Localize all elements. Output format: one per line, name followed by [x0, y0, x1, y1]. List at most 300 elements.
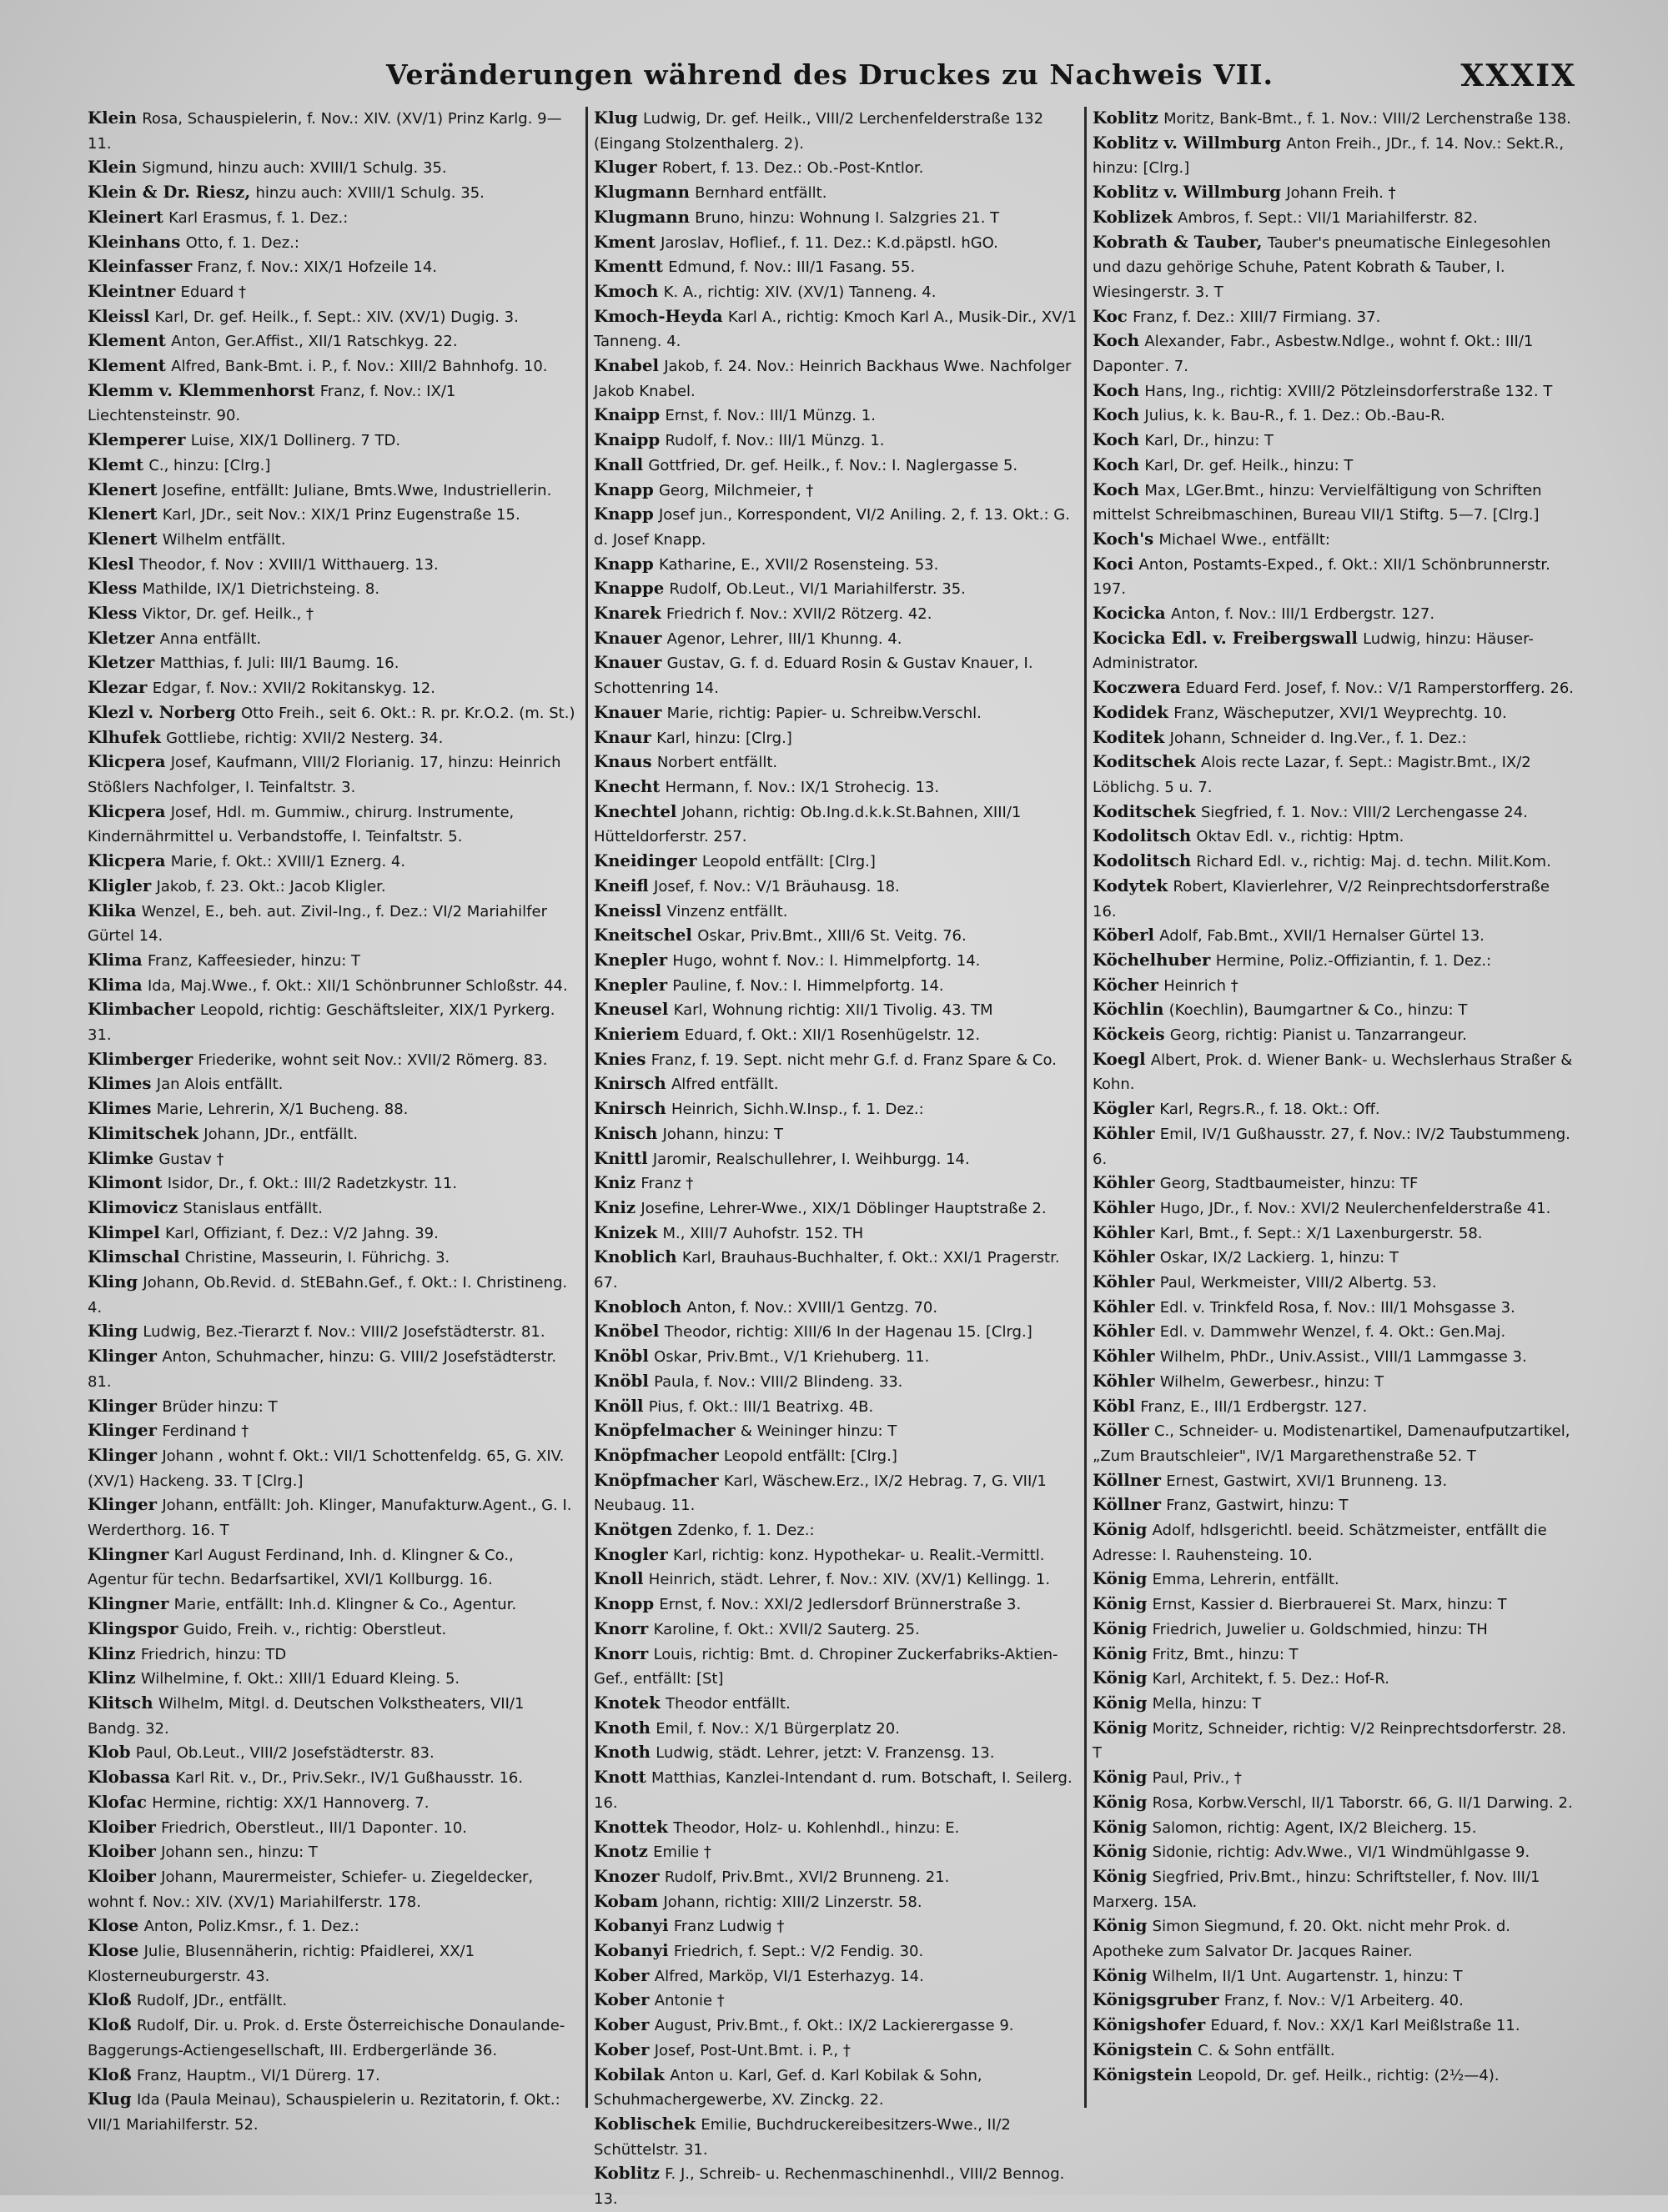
- entry-name: Kobanyi: [594, 1941, 669, 1961]
- entry-name: König: [1093, 1618, 1148, 1638]
- directory-entry: [88, 1147, 578, 1172]
- entry-text: Eduard, f. Nov.: XX/1 Karl Meißlstraße 11.: [1210, 2017, 1520, 2035]
- entry-name: Köckeis: [1093, 1025, 1165, 1045]
- entry-name: Koditschek: [1093, 801, 1196, 821]
- entry-text: Bruno, hinzu: Wohnung I. Salzgries 21. T: [695, 208, 1000, 227]
- entry-name: Kling: [88, 1322, 138, 1342]
- entry-name: Kneusel: [594, 1000, 669, 1020]
- entry-text: Simon Siegmund, f. 20. Okt. nicht mehr Prok. d. Apotheke zum Salvator Dr. Jacques Rainer.: [1093, 1918, 1511, 1961]
- directory-entry: [88, 701, 578, 726]
- directory-entry: [594, 875, 1078, 900]
- directory-entry: [1093, 627, 1576, 676]
- entry-text: Leopold, Dr. gef. Heilk., richtig: (2½—4).: [1198, 2066, 1500, 2084]
- directory-entry: [1093, 1196, 1576, 1221]
- entry-name: Kloß: [88, 2064, 132, 2084]
- directory-entry: [594, 1766, 1078, 1815]
- entry-text: Theodor, Holz- u. Kohlenhdl., hinzu: E.: [673, 1818, 960, 1837]
- directory-entry: [1093, 528, 1576, 553]
- directory-entry: [1093, 1370, 1576, 1395]
- entry-text: Josef jun., Korrespondent, VI/2 Aniling. 2, f. 13. Okt.: G. d. Josef Knapp.: [594, 506, 1070, 549]
- entry-text: Viktor, Dr. gef. Heilk., †: [142, 605, 314, 624]
- entry-text: Hans, Ing., richtig: XVIII/2 Pötzleinsdorferstraße 132. T: [1144, 382, 1553, 400]
- entry-name: Knauer: [594, 628, 662, 648]
- entry-name: Klinger: [88, 1445, 158, 1465]
- entry-text: Guido, Freih. v., richtig: Oberstleut.: [183, 1620, 447, 1638]
- directory-entry: [594, 1989, 1078, 2014]
- entry-text: Heinrich †: [1163, 976, 1238, 995]
- entry-name: Knoll: [594, 1569, 644, 1589]
- directory-entry: [594, 800, 1078, 850]
- entry-text: Johann, JDr., entfällt.: [203, 1125, 359, 1143]
- directory-entry: [594, 231, 1078, 256]
- directory-entry: [88, 1444, 578, 1493]
- directory-entry: [88, 726, 578, 751]
- entry-text: Rudolf, f. Nov.: III/1 Münzg. 1.: [665, 432, 885, 450]
- entry-name: Klezar: [88, 678, 148, 698]
- directory-entry: [1093, 429, 1576, 454]
- entry-text: August, Priv.Bmt., f. Okt.: IX/2 Lackierergasse 9.: [654, 2017, 1014, 2035]
- entry-name: Knaur: [594, 727, 651, 747]
- directory-entry: [594, 1692, 1078, 1717]
- directory-entry: [88, 1692, 578, 1741]
- entry-text: Alfred, Marköр, VI/1 Esterhazyg. 14.: [654, 1967, 924, 1985]
- entry-name: Knall: [594, 454, 644, 474]
- entry-name: Klima: [88, 975, 143, 995]
- directory-entry: [88, 1939, 578, 1989]
- directory-entry: [1093, 1246, 1576, 1271]
- entry-name: Klimes: [88, 1099, 152, 1119]
- entry-name: Knaipp: [594, 430, 661, 450]
- entry-text: Josef, Hdl. m. Gummiw., chirurg. Instrumente, Kindernährmittel u. Verbandstoffe, I. Teinfaltstr. 5.: [88, 803, 515, 846]
- entry-text: Karl, richtig: konz. Hypothekar- u. Realit.-Vermittl.: [672, 1546, 1045, 1564]
- entry-name: Klinz: [88, 1643, 136, 1663]
- directory-entry: [1093, 701, 1576, 726]
- directory-entry: [88, 1766, 578, 1791]
- entry-name: Klingner: [88, 1544, 169, 1564]
- entry-text: Matthias, f. Juli: III/1 Baumg. 16.: [159, 655, 399, 673]
- entry-text: Karl, Offiziant, f. Dez.: V/2 Jahng. 39.: [164, 1224, 439, 1242]
- entry-name: König: [1093, 1693, 1148, 1713]
- entry-name: Knobloch: [594, 1297, 682, 1317]
- entry-text: Franz, Wäscheputzer, XVI/1 Weyprechtg. 10.: [1173, 704, 1507, 722]
- entry-text: Edl. v. Dammwehr Wenzel, f. 4. Okt.: Gen.Maj.: [1159, 1323, 1506, 1342]
- directory-entry: [594, 1964, 1078, 1989]
- entry-text: Heinrich, Sichh.W.Insp., f. 1. Dez.:: [671, 1101, 924, 1119]
- directory-entry: [594, 1320, 1078, 1345]
- entry-name: Knittl: [594, 1148, 648, 1168]
- directory-entry: [1093, 1816, 1576, 1841]
- directory-entry: [1093, 1791, 1576, 1816]
- entry-text: Wilhelm entfällt.: [162, 530, 286, 549]
- directory-entry: [594, 775, 1078, 800]
- entry-name: Klemperer: [88, 430, 186, 450]
- directory-entry: [88, 2014, 578, 2063]
- entry-text: Rudolf, Ob.Leut., VI/1 Mariahilferstr. 35.: [669, 580, 966, 599]
- entry-name: König: [1093, 1668, 1148, 1688]
- directory-entry: [1093, 1593, 1576, 1618]
- directory-entry: [594, 2039, 1078, 2064]
- entry-name: Klimes: [88, 1074, 152, 1094]
- entry-name: Köhler: [1093, 1347, 1155, 1367]
- directory-entry: [594, 577, 1078, 602]
- directory-entry: [88, 231, 578, 256]
- directory-entry: [88, 280, 578, 305]
- directory-entry: [1093, 875, 1576, 924]
- directory-entry: [88, 305, 578, 330]
- entry-name: Knoth: [594, 1743, 651, 1763]
- entry-name: Knisch: [594, 1123, 658, 1143]
- directory-entry: [88, 553, 578, 578]
- entry-name: Knozer: [594, 1866, 660, 1886]
- entry-name: Köhler: [1093, 1272, 1155, 1292]
- entry-name: Koch: [1093, 380, 1140, 400]
- directory-entry: [594, 503, 1078, 552]
- entry-name: Koch: [1093, 405, 1140, 425]
- entry-name: Kmentt: [594, 257, 663, 277]
- directory-entry: [1093, 1469, 1576, 1494]
- entry-name: Klimke: [88, 1148, 154, 1168]
- entry-text: Theodor, f. Nov : XVIII/1 Witthauerg. 13.: [138, 555, 439, 574]
- directory-entry: [88, 2064, 578, 2089]
- directory-entry: [594, 1196, 1078, 1221]
- directory-entry: [88, 1667, 578, 1692]
- entry-name: König: [1093, 1866, 1148, 1886]
- entry-text: C., hinzu: [Clrg.]: [148, 456, 271, 474]
- directory-entry: [1093, 1048, 1576, 1097]
- entry-text: Friedrich, Juwelier u. Goldschmied, hinzu: TH: [1152, 1620, 1488, 1638]
- entry-text: F. J., Schreib- u. Rechenmaschinenhdl., VIII/2 Bennog. 13.: [594, 2165, 1065, 2209]
- directory-entry: [594, 1618, 1078, 1643]
- entry-text: Johann, richtig: XIII/2 Linzerstr. 58.: [663, 1893, 922, 1911]
- entry-name: Knirsch: [594, 1074, 666, 1094]
- entry-name: Klimont: [88, 1173, 163, 1193]
- entry-name: Knoth: [594, 1718, 651, 1738]
- directory-entry: [1093, 1171, 1576, 1196]
- entry-text: Marie, f. Okt.: XVIII/1 Eznerg. 4.: [170, 853, 406, 871]
- entry-text: Franz Ludwig †: [673, 1918, 785, 1936]
- entry-text: Marie, entfällt: Inh.d. Klingner & Co., Agentur.: [173, 1596, 517, 1614]
- entry-name: König: [1093, 1916, 1148, 1936]
- entry-name: Königstein: [1093, 2039, 1193, 2059]
- entry-text: Anton u. Karl, Gef. d. Karl Kobilak & Sohn, Schuhmachergewerbe, XV. Zinckg. 22.: [594, 2066, 982, 2109]
- entry-text: Robert, Klavierlehrer, V/2 Reinprechtsdorferstraße 16.: [1093, 877, 1550, 920]
- entry-text: & Weininger hinzu: T: [740, 1422, 897, 1441]
- entry-name: Knauer: [594, 702, 662, 722]
- entry-name: Kloiber: [88, 1866, 156, 1886]
- entry-text: Hugo, JDr., f. Nov.: XVI/2 Neulerchenfelderstraße 41.: [1159, 1199, 1551, 1217]
- entry-name: Kless: [88, 579, 138, 599]
- entry-text: Ludwig, hinzu: Häuser-Administrator.: [1093, 629, 1534, 673]
- entry-name: Klose: [88, 1941, 139, 1961]
- entry-name: Koblitz v. Willmburg: [1093, 183, 1282, 203]
- entry-text: Gustav, G. f. d. Eduard Rosin & Gustav Knauer, I. Schottenring 14.: [594, 655, 1033, 698]
- directory-entry: [1093, 1296, 1576, 1321]
- entry-text: Jaroslav, Hoflief., f. 11. Dez.: K.d.päpstl. hGO.: [661, 233, 998, 252]
- directory-entry: [88, 998, 578, 1047]
- directory-entry: [88, 528, 578, 553]
- directory-entry: [594, 1840, 1078, 1865]
- entry-text: Paul, Ob.Leut., VIII/2 Josefstädterstr. 83.: [135, 1744, 435, 1763]
- entry-text: Karl, Wäschew.Erz., IX/2 Hebrag. 7, G. VII/1 Neubaug. 11.: [594, 1472, 1047, 1515]
- entry-name: Knizek: [594, 1222, 658, 1242]
- directory-entry: [594, 1939, 1078, 1964]
- directory-entry: [88, 1196, 578, 1221]
- entry-text: Anton, Schuhmacher, hinzu: G. VIII/2 Josefstädterstr. 81.: [88, 1348, 557, 1391]
- directory-entry: [594, 998, 1078, 1023]
- entry-text: C. & Sohn entfällt.: [1198, 2041, 1335, 2059]
- directory-entry: [594, 1395, 1078, 1420]
- entry-text: Mathilde, IX/1 Dietrichsteing. 8.: [142, 580, 380, 599]
- directory-entry: [594, 627, 1078, 652]
- directory-entry: [594, 850, 1078, 875]
- entry-name: König: [1093, 1520, 1148, 1540]
- entry-text: Anton, Ger.Affist., XII/1 Ratschkyg. 22.: [171, 333, 458, 351]
- entry-text: Oktav Edl. v., richtig: Hptm.: [1196, 828, 1404, 846]
- entry-text: Robert, f. 13. Dez.: Ob.-Post-Kntlor.: [661, 159, 924, 178]
- entry-name: Knopp: [594, 1594, 655, 1614]
- entry-text: Julie, Blusennäherin, richtig: Pfaidlerei, XX/1 Klosterneuburgerstr. 43.: [88, 1943, 475, 1985]
- entry-text: Pius, f. Okt.: III/1 Beatrixg. 4B.: [648, 1397, 874, 1416]
- entry-text: Ludwig, Bez.-Tierarzt f. Nov.: VIII/2 Josefstädterstr. 81.: [143, 1323, 545, 1342]
- directory-entry: [1093, 329, 1576, 379]
- directory-entry: [594, 1444, 1078, 1469]
- entry-text: Emilie, Buchdruckereibesitzers-Wwe., II/2 Schüttelstr. 31.: [594, 2115, 1011, 2159]
- entry-name: Koditek: [1093, 727, 1165, 747]
- entry-name: Kobanyi: [594, 1916, 669, 1936]
- entry-name: Kletzer: [88, 628, 155, 648]
- entry-text: Theodor, richtig: XIII/6 In der Hagenau 15. [Clrg.]: [664, 1323, 1032, 1342]
- entry-name: Köberl: [1093, 925, 1154, 945]
- entry-text: Edmund, f. Nov.: III/1 Fasang. 55.: [668, 258, 916, 277]
- directory-entry: [594, 1345, 1078, 1370]
- entry-text: Ambros, f. Sept.: VII/1 Mariahilferstr. 82.: [1178, 208, 1478, 227]
- entry-name: Klenert: [88, 479, 158, 499]
- entry-text: Franz, E., III/1 Erdbergstr. 127.: [1140, 1397, 1368, 1416]
- entry-name: Knapp: [594, 504, 654, 524]
- entry-name: Knoblich: [594, 1247, 677, 1267]
- entry-text: Karl A., richtig: Kmoch Karl A., Musik-Dir., XV/1 Tanneng. 4.: [594, 308, 1078, 351]
- entry-text: Wilhelm, Gewerbesr., hinzu: T: [1159, 1372, 1384, 1391]
- directory-entry: [594, 429, 1078, 454]
- entry-text: Johann , wohnt f. Okt.: VII/1 Schottenfeldg. 65, G. XIV. (XV/1) Hackeng. 33. T [Clrg.]: [88, 1447, 565, 1490]
- entry-name: Klimovicz: [88, 1197, 178, 1217]
- directory-entry: [88, 1171, 578, 1196]
- entry-text: Katharine, E., XVII/2 Rosensteing. 53.: [658, 555, 939, 574]
- directory-entry: [88, 1989, 578, 2014]
- directory-entry: [594, 1370, 1078, 1395]
- directory-entry: [1093, 825, 1576, 850]
- entry-text: Emil, IV/1 Gußhausstr. 27, f. Nov.: IV/2 Taubstummeng. 6.: [1093, 1125, 1570, 1168]
- entry-name: König: [1093, 1817, 1148, 1837]
- entry-text: Jaromir, Realschullehrer, I. Weihburgg. 14.: [652, 1150, 970, 1168]
- directory-entry: [594, 701, 1078, 726]
- entry-name: Knottek: [594, 1817, 668, 1837]
- entry-name: Koblitz v. Willmburg: [1093, 133, 1282, 153]
- entry-name: Koczwera: [1093, 678, 1181, 698]
- entry-text: Edgar, f. Nov.: XVII/2 Rokitanskyg. 12.: [152, 680, 435, 698]
- entry-name: Kloß: [88, 1990, 132, 2010]
- directory-entry: [1093, 1395, 1576, 1420]
- entry-name: Kless: [88, 604, 138, 624]
- entry-text: Anton, f. Nov.: III/1 Erdbergstr. 127.: [1170, 605, 1435, 624]
- entry-text: Pauline, f. Nov.: I. Himmelpfortg. 14.: [672, 976, 944, 995]
- entry-text: Anton, Poliz.Kmsr., f. 1. Dez.:: [143, 1918, 359, 1936]
- entry-text: Fritz, Bmt., hinzu: T: [1152, 1645, 1299, 1663]
- entry-name: Knieriem: [594, 1025, 680, 1045]
- entry-name: Koch's: [1093, 529, 1154, 549]
- entry-text: Jakob, f. 24. Nov.: Heinrich Backhaus Wwe. Nachfolger Jakob Knabel.: [594, 358, 1072, 400]
- entry-name: Klhufek: [88, 727, 161, 747]
- entry-text: Emilie †: [653, 1843, 711, 1862]
- entry-text: Wilhelm, Mitgl. d. Deutschen Volkstheaters, VII/1 Bandg. 32.: [88, 1695, 525, 1738]
- directory-entry: [88, 1097, 578, 1122]
- entry-text: Alexander, Fabr., Asbestw.Ndlge., wohnt f. Okt.: III/1 Dapontег. 7.: [1093, 333, 1534, 376]
- entry-text: Wilhelm, PhDr., Univ.Assist., VIII/1 Lammgasse 3.: [1159, 1348, 1527, 1367]
- entry-name: Kleinfasser: [88, 257, 193, 277]
- entry-text: Gottliebe, richtig: XVII/2 Nesterg. 34.: [166, 729, 444, 747]
- directory-entry: [88, 1593, 578, 1618]
- directory-entry: [594, 651, 1078, 700]
- directory-entry: [594, 1643, 1078, 1692]
- entry-text: Hugo, wohnt f. Nov.: I. Himmelpfortg. 14.: [672, 951, 981, 970]
- entry-text: Friederike, wohnt seit Nov.: XVII/2 Römerg. 83.: [198, 1051, 548, 1069]
- directory-entry: [594, 479, 1078, 504]
- directory-entry: [594, 924, 1078, 949]
- directory-entry: [594, 949, 1078, 974]
- entry-text: Anton, f. Nov.: XVIII/1 Gentzg. 70.: [686, 1298, 938, 1317]
- entry-name: Kling: [88, 1272, 138, 1292]
- directory-entry: [88, 1741, 578, 1766]
- column-2: [594, 107, 1078, 2209]
- entry-name: Knöpfmacher: [594, 1445, 719, 1465]
- entry-name: Klicpera: [88, 752, 166, 772]
- directory-entry: [88, 181, 578, 206]
- entry-name: Köhler: [1093, 1322, 1155, 1342]
- directory-entry: [88, 1865, 578, 1914]
- directory-entry: [1093, 1989, 1576, 2014]
- entry-name: Kocicka Edl. v. Freibergswall: [1093, 628, 1358, 648]
- directory-entry: [594, 1865, 1078, 1890]
- directory-entry: [1093, 181, 1576, 206]
- entry-text: Ludwig, städt. Lehrer, jetzt: V. Franzensg. 13.: [656, 1744, 995, 1763]
- entry-text: Rosa, Schauspielerin, f. Nov.: XIV. (XV/1) Prinz Karlg. 9—11.: [88, 110, 562, 153]
- directory-entry: [594, 1593, 1078, 1618]
- directory-entry: [594, 1518, 1078, 1543]
- entry-name: Kodolitsch: [1093, 851, 1192, 871]
- entry-text: Franz, f. Nov.: V/1 Arbeiterg. 40.: [1223, 1992, 1464, 2010]
- entry-text: Wilhelmine, f. Okt.: XIII/1 Eduard Kleing. 5.: [140, 1670, 460, 1688]
- entry-text: Karl, hinzu: [Clrg.]: [656, 729, 792, 747]
- entry-text: Sigmund, hinzu auch: XVIII/1 Schulg. 35.: [142, 159, 447, 178]
- directory-entry: [1093, 379, 1576, 404]
- directory-entry: [88, 1840, 578, 1865]
- directory-entry: [1093, 2014, 1576, 2039]
- entry-name: Kodidek: [1093, 702, 1168, 722]
- directory-entry: [594, 1741, 1078, 1766]
- directory-entry: [594, 206, 1078, 231]
- entry-text: Franz, Gastwirt, hinzu: T: [1166, 1497, 1349, 1515]
- directory-entry: [1093, 404, 1576, 429]
- directory-entry: [1093, 1840, 1576, 1865]
- entry-name: Klobassa: [88, 1768, 171, 1788]
- directory-entry: [1093, 479, 1576, 528]
- directory-entry: [88, 1246, 578, 1271]
- entry-name: Knaipp: [594, 405, 661, 425]
- entry-name: Kniz: [594, 1173, 636, 1193]
- entry-text: Friedrich, Oberstleut., III/1 Dapontег. 10.: [161, 1818, 468, 1837]
- entry-text: Anton, Postamts-Exped., f. Okt.: XII/1 Schönbrunnerstr. 197.: [1093, 555, 1550, 599]
- entry-name: Knepler: [594, 950, 668, 970]
- entry-text: Bernhard entfällt.: [695, 184, 827, 203]
- directory-entry: [88, 1816, 578, 1841]
- entry-name: Klimschal: [88, 1247, 180, 1267]
- entry-text: Karl, Wohnung richtig: XII/1 Tivolig. 43. TM: [673, 1001, 993, 1020]
- entry-name: Köller: [1093, 1421, 1149, 1441]
- entry-text: Karoline, f. Okt.: XVII/2 Sauterg. 25.: [653, 1620, 920, 1638]
- entry-text: Agenor, Lehrer, III/1 Khunng. 4.: [666, 629, 902, 648]
- entry-name: Klement: [88, 356, 166, 376]
- directory-entry: [88, 602, 578, 627]
- entry-text: Moritz, Bank-Bmt., f. 1. Nov.: VIII/2 Lerchenstraße 138.: [1163, 110, 1571, 128]
- entry-name: Knorr: [594, 1643, 649, 1663]
- entry-text: Friedrich, hinzu: TD: [140, 1645, 287, 1663]
- entry-name: Klugmann: [594, 183, 690, 203]
- entry-name: König: [1093, 1569, 1148, 1589]
- directory-entry: [88, 1345, 578, 1394]
- directory-entry: [1093, 1865, 1576, 1914]
- directory-entry: [88, 1048, 578, 1073]
- directory-entry: [594, 1147, 1078, 1172]
- directory-entry: [1093, 1345, 1576, 1370]
- entry-text: Sidonie, richtig: Adv.Wwe., VI/1 Windmühlgasse 9.: [1152, 1843, 1530, 1862]
- entry-text: Edl. v. Trinkfeld Rosa, f. Nov.: III/1 Mohsgasse 3.: [1159, 1298, 1515, 1317]
- directory-entry: [1093, 2039, 1576, 2064]
- entry-text: Isidor, Dr., f. Okt.: III/2 Radetzkystr. 11.: [167, 1175, 458, 1193]
- directory-entry: [88, 800, 578, 850]
- directory-entry: [1093, 1097, 1576, 1122]
- entry-name: Köllner: [1093, 1470, 1161, 1490]
- directory-entry: [594, 602, 1078, 627]
- directory-entry: [594, 900, 1078, 925]
- directory-entry: [88, 676, 578, 701]
- entry-text: Josefine, entfällt: Juliane, Bmts.Wwe, Industriellerin.: [162, 481, 552, 499]
- entry-name: Knötgen: [594, 1520, 673, 1540]
- entry-text: Georg, richtig: Pianist u. Tanzarrangeur.: [1169, 1026, 1467, 1045]
- entry-name: König: [1093, 1643, 1148, 1663]
- directory-entry: [594, 1914, 1078, 1939]
- entry-text: Theodor entfällt.: [666, 1695, 791, 1713]
- entry-name: Knies: [594, 1049, 646, 1069]
- entry-name: Köhler: [1093, 1371, 1155, 1391]
- directory-entry: [1093, 998, 1576, 1023]
- entry-name: König: [1093, 1842, 1148, 1862]
- directory-entry: [1093, 231, 1576, 305]
- entry-name: Klofac: [88, 1792, 147, 1812]
- directory-entry: [88, 429, 578, 454]
- entry-name: Klimberger: [88, 1049, 193, 1069]
- directory-entry: [1093, 2064, 1576, 2089]
- entry-name: Knöbl: [594, 1347, 649, 1367]
- directory-entry: [594, 1221, 1078, 1246]
- entry-text: Karl Erasmus, f. 1. Dez.:: [168, 208, 349, 227]
- column-divider: [1084, 107, 1087, 2108]
- entry-text: Ferdinand †: [162, 1422, 249, 1441]
- directory-entry: [594, 181, 1078, 206]
- entry-name: Kögler: [1093, 1099, 1154, 1119]
- directory-entry: [594, 156, 1078, 181]
- directory-entry: [88, 107, 578, 156]
- entry-name: Klugmann: [594, 207, 690, 227]
